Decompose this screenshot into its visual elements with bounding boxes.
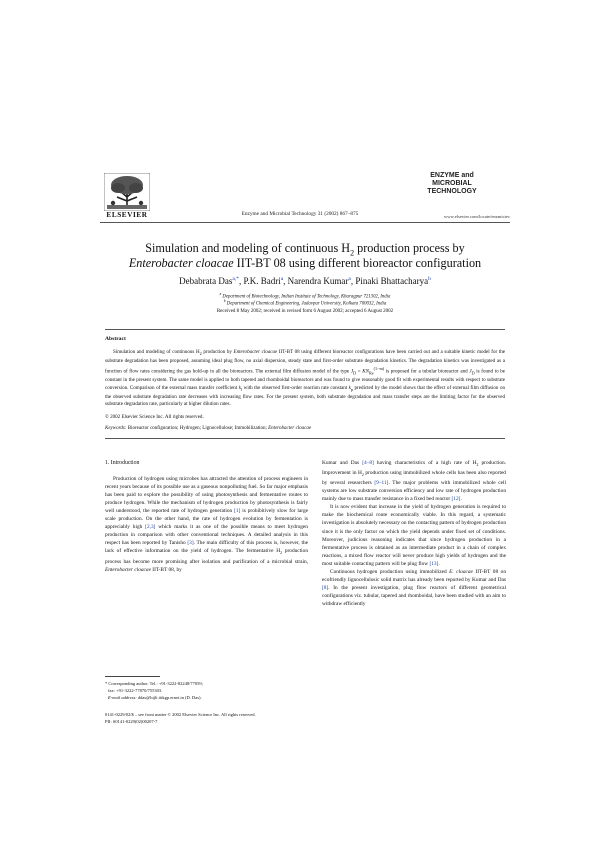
- keywords-label: Keywords:: [105, 426, 127, 431]
- abstract-text: =: [356, 368, 363, 375]
- author-affil-mark[interactable]: a: [348, 276, 351, 282]
- abstract-sub: Re: [368, 370, 374, 376]
- abstract-math: J: [469, 368, 472, 375]
- abstract-top-rule: [105, 329, 505, 330]
- citation-link[interactable]: [2,3]: [145, 524, 156, 531]
- citation-link[interactable]: [3]: [187, 540, 194, 547]
- fax-note: fax: +91-3222-77870/755303.: [108, 688, 163, 693]
- left-column: [105, 475, 308, 574]
- text: production. Improvement in H: [322, 460, 506, 477]
- keywords-list: Bioreactor configuration; Hydrogen; Lignocellulose; Immobilization;: [126, 426, 269, 431]
- paragraph: [322, 459, 506, 503]
- subscript: 2: [476, 463, 479, 468]
- journal-name-line3: TECHNOLOGY: [427, 188, 477, 196]
- abstract-heading: Abstract: [105, 336, 126, 342]
- text: It is now evident that increase in the yield of hydrogen generation is required to make the biochemical route economically viable. In this regard, a systematic investigation is absolutely necessary on the contacting pattern of hydrogen production since it is the only factor on which the yield depends under fixed set of conditions. Moreover, judicious reasoning indicates that since hydrogen production in a fermentative process is obtained as an intermediate product in a chain of complex reactions, a mixed flow reactor will never produce high yields of hydrogen and the most suitable contacting pattern will be plug flow: [322, 504, 507, 567]
- text: .: [438, 560, 440, 567]
- text: . In the present investigation, plug flow reactors of different geometrical configurations viz. tubular, tapered and rhomboidal, have been studied with an aim to withdraw efficiently: [322, 584, 506, 607]
- received-dates: Received 8 May 2002; received in revised form 6 August 2002; accepted 6 August 2002: [216, 309, 394, 314]
- keywords-organism: Enterobacter cloacae: [268, 426, 312, 431]
- journal-citation: Enzyme and Microbial Technology 31 (2002) 867–875: [241, 211, 359, 217]
- journal-name-line2: MICROBIAL: [432, 180, 472, 188]
- organism: E. cloacae: [449, 568, 473, 575]
- citation-link[interactable]: [13]: [429, 560, 439, 567]
- affiliation-mark: a: [219, 292, 222, 296]
- keywords: [105, 426, 505, 431]
- abstract-organism: Enterobacter cloacae: [233, 349, 278, 355]
- text: . The major problems with immobilized whole cell systems are low substrate conversion efficiency and low rate of hydrogen production mainly due to mass transfer resistance in a fixed bed reactor: [322, 480, 506, 503]
- issn-line: 0141-0229/02/$ – see front matter © 2002 Elsevier Science Inc. All rights reserved.: [105, 712, 256, 717]
- abstract-text: is proposed for a tubular bioreactor and: [384, 368, 470, 375]
- author-affil-mark[interactable]: a: [280, 276, 284, 282]
- abstract-math: k: [238, 385, 241, 392]
- author-name[interactable]: P.K. Badri: [243, 276, 281, 286]
- author-affil-mark[interactable]: a,*: [232, 276, 239, 282]
- abstract-text: predicted by the model shows that the effect of external film diffusion on the observed substrate degradation rate decreases with increasing flow rates. For the present system, both substrate degradation and mass transfer steps are the limiting factor for the observed substrate degradation rate, particularly at higher dilution rates.: [105, 385, 505, 408]
- abstract-sub: D: [471, 370, 475, 376]
- author-list: Debabrata Das$^{a,*}$, P.K. Badri$^a$, Narendra Kumar$^a$, Pinaki Bhattacharya$^b$: [179, 276, 431, 286]
- text: which marks it as one of the possible means to meet hydrogen production in comparison with other conventional techniques. A detailed analysis in this respect has been reported by Tanisho: [105, 524, 308, 547]
- affiliation: [100, 299, 510, 307]
- abstract-math: N: [365, 368, 369, 375]
- text: . The main difficulty of this process is, however, the lack of effective information on the yield of hydrogen. The fermentative H: [105, 540, 308, 555]
- subscript: 2: [280, 551, 283, 556]
- abstract-text: with the observed first-order reaction rate constant: [242, 385, 349, 392]
- publisher-name: ELSEVIER: [106, 211, 148, 219]
- abstract-body: [105, 349, 505, 409]
- paper-title-line2: [100, 256, 510, 271]
- abstract-math: k: [348, 385, 351, 392]
- paragraph: [322, 568, 506, 608]
- author-name[interactable]: Pinaki Bhattacharya: [355, 276, 429, 286]
- header-divider: [100, 222, 510, 223]
- citation-link[interactable]: [12]: [451, 496, 461, 503]
- title-subscript: 2: [350, 248, 355, 258]
- title-organism: Enterobacter cloacae: [128, 256, 234, 270]
- abstract-sub: l: [241, 387, 243, 393]
- text: having characteristics of a high rate of H: [373, 460, 477, 466]
- title-text-post: production process by: [354, 241, 465, 255]
- abstract-math: K: [362, 368, 366, 375]
- title-text-pre: Simulation and modeling of continuous H: [145, 241, 351, 255]
- author-name[interactable]: Narendra Kumar: [287, 276, 349, 286]
- journal-url-link[interactable]: www.elsevier.com/locate/enzmictec: [443, 214, 510, 219]
- text: is prohibitively slow for large scale production. On the other hand, the rate of hydrogen evolution by fermentation is appreciably high: [105, 508, 309, 531]
- abstract-sub: D: [353, 370, 357, 376]
- author-affil-mark[interactable]: b: [428, 276, 431, 282]
- abstract-text: IIT-BT 08 using different bioreactor configurations have been carried out and a suitable kinetic model for the substrate degradation has been proposed, assuming ideal plug flow, no axial dispersion, steady state and first-order substrate degradation kinetics. The degradation kinetics was investigated as a function of flow rates considering the gas hold-up in all the bioreactors. The external film diffusion model of the type: [105, 349, 505, 375]
- text: production using immobilized whole cells has been also reported by several researchers: [322, 470, 506, 487]
- email-label: E-mail address:: [108, 695, 137, 700]
- subscript: 2: [361, 473, 364, 478]
- abstract-sub: 2: [199, 351, 202, 356]
- abstract-sup: (1−m): [373, 366, 385, 372]
- text: .: [460, 496, 462, 503]
- citation-link[interactable]: [8]: [322, 584, 329, 591]
- citation-link[interactable]: [4–8]: [362, 460, 374, 466]
- footnote-divider: [105, 676, 160, 677]
- email-address-link[interactable]: ddas@hijli.iitkgp.ernet.in (D. Das).: [136, 695, 202, 700]
- right-column: [322, 459, 506, 608]
- section-heading: 1. Introduction: [105, 460, 140, 466]
- corresponding-author-note: * Corresponding author. Tel.: +91-3222-82248/77059;: [105, 681, 203, 686]
- paragraph: [322, 503, 506, 567]
- abstract-sub: p: [350, 387, 354, 393]
- journal-name-line1: ENZYME and: [430, 172, 474, 179]
- text: IIT-BT 08 on ecofriendly lignocellulosic solid matrix has already been reported by Kumar and Das: [322, 568, 506, 583]
- elsevier-tree-logo-icon: [104, 173, 150, 211]
- pii-line: PII: S0141-0229(02)00207-7: [105, 719, 158, 724]
- text: IIT-BT 08, by: [150, 566, 182, 573]
- text: production process has become more promising after isolation and purification of a microbial strain,: [105, 548, 308, 565]
- text: Kumar and Das: [322, 460, 363, 466]
- text: Production of hydrogen using microbes has attracted the attention of process engineers in recent years because of its possible use as a gaseous nonpolluting fuel. So far major emphasis has been paid to explore the possibility of using photosynthesis and fermentative routes to produce hydrogen. While the mechanism of hydrogen production by photosynthesis is fairly well understood, the reported rate of hydrogen generation: [105, 476, 308, 515]
- organism: Enterobacter cloacae: [105, 566, 151, 573]
- citation-link[interactable]: [9–11]: [374, 480, 389, 487]
- citation-link[interactable]: [1]: [234, 508, 241, 515]
- text: Continuous hydrogen production using immobilized: [330, 568, 450, 575]
- abstract-text: is found to be constant in the present system. The same model is applied to both tapered and rhomboidal bioreactors and was found to give reasonably good fit with experimental results with respect to substrate conversion. Comparison of the external mass transfer coefficient: [105, 368, 506, 392]
- email-note: [105, 695, 313, 701]
- title-text-end: IIT-BT 08 using different bioreactor configuration: [233, 256, 482, 270]
- abstract-math: J: [350, 368, 354, 375]
- abstract-text: Simulation and modeling of continuous H: [113, 349, 200, 355]
- journal-name: [402, 172, 502, 197]
- affiliation-text: Department of Biotechnology, Indian Institute of Technology, Kharagpur 721302, India: [222, 294, 391, 300]
- affiliation-mark: b: [223, 299, 226, 303]
- author-name[interactable]: Debabrata Das: [179, 276, 233, 286]
- abstract-bottom-rule: [105, 438, 505, 439]
- copyright-line: © 2002 Elsevier Science Inc. All rights reserved.: [105, 414, 204, 420]
- paragraph: [105, 475, 308, 574]
- affiliation-text: Department of Chemical Engineering, Jadavpur University, Kolkata 700032, India: [226, 301, 387, 307]
- abstract-text: production by: [201, 349, 234, 355]
